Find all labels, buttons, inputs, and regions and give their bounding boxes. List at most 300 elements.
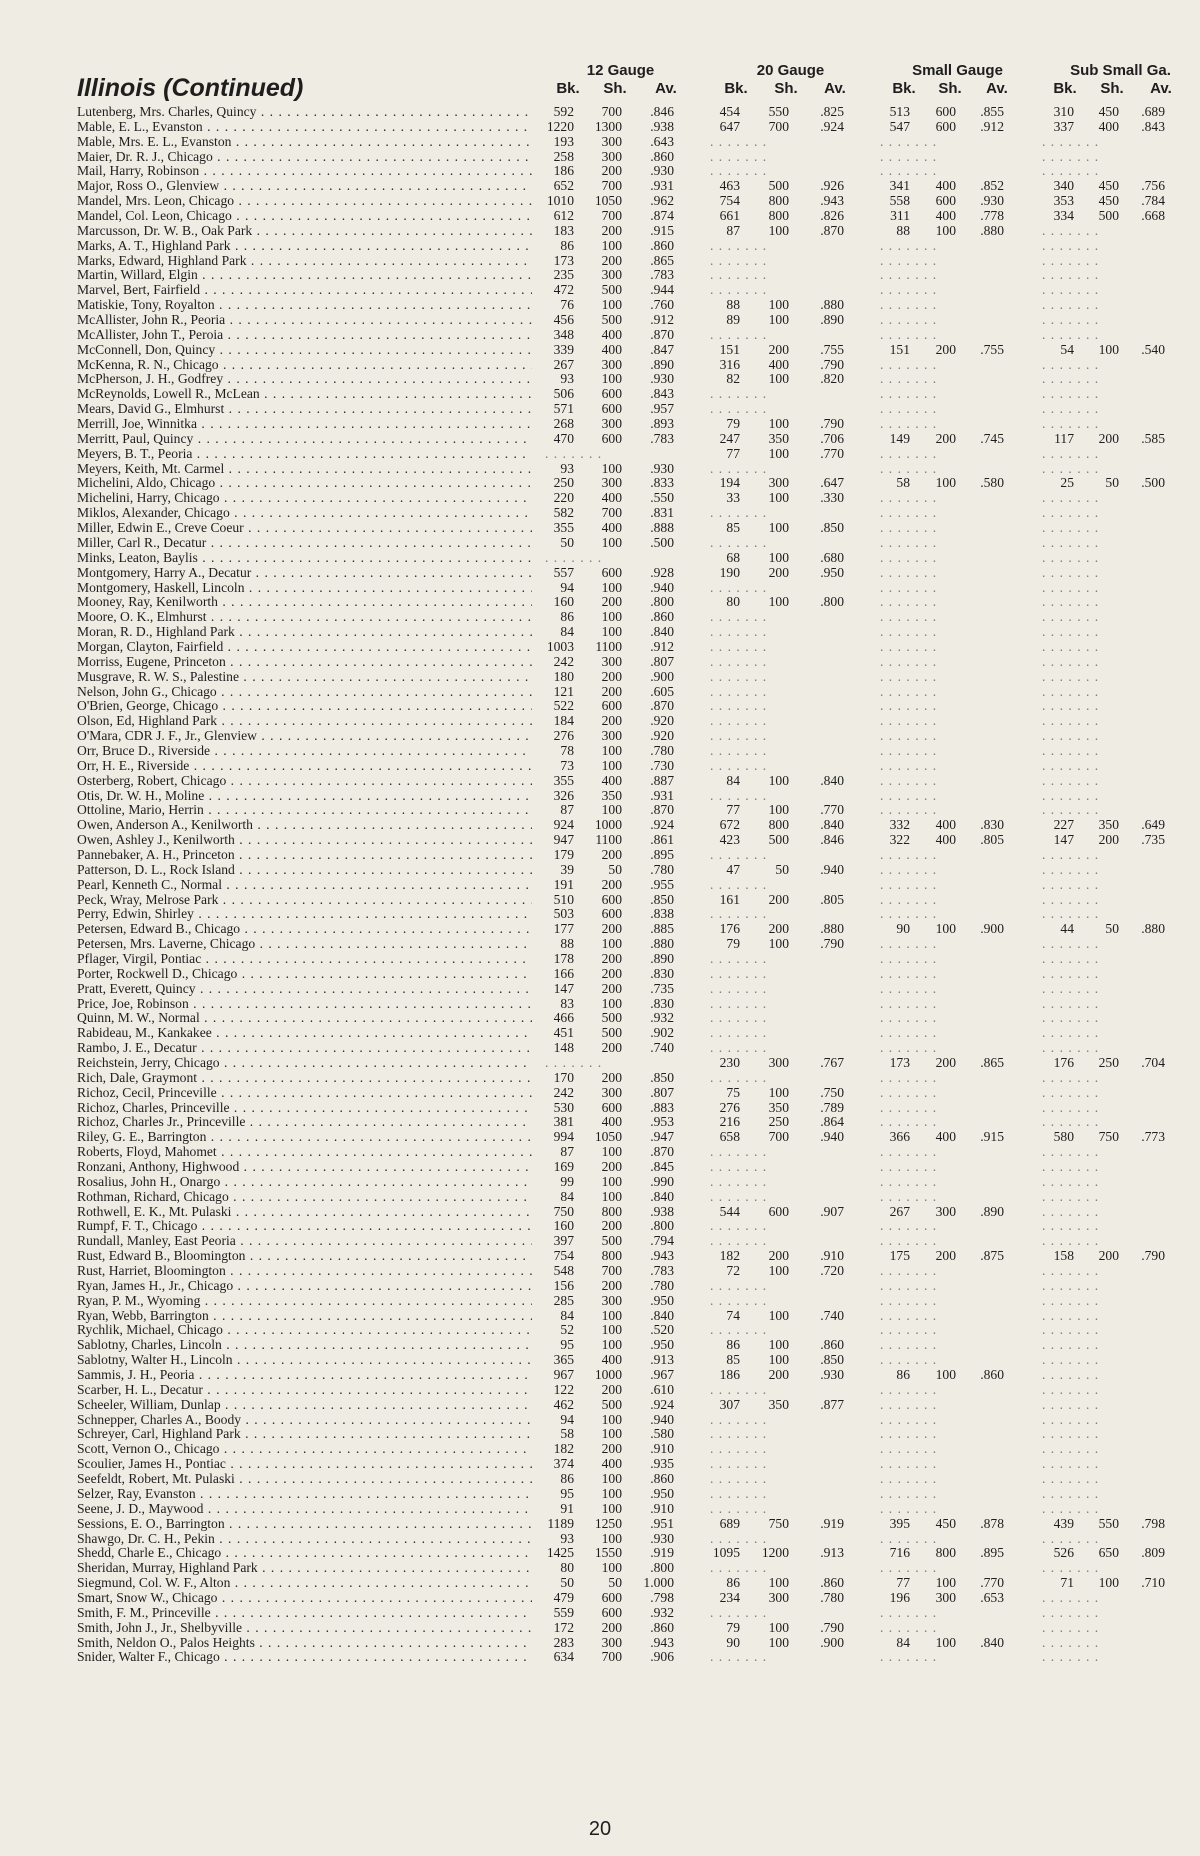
broken-value: 456 (553, 312, 574, 328)
broken-value: 1010 (546, 193, 574, 209)
sub-header-av: Av. (986, 80, 1008, 97)
broken-value: 147 (1053, 832, 1074, 848)
table-row (0, 1353, 1200, 1368)
shot-value: 300 (768, 1589, 789, 1605)
empty-cell: . . . . . . . (880, 1218, 938, 1234)
shooter-name: Mable, Mrs. E. L., Evanston . . . (77, 135, 532, 150)
empty-cell: . . . . . . . (1042, 460, 1100, 476)
empty-cell: . . . . . . . (710, 148, 768, 164)
shooter-name: Marcusson, Dr. W. B., Oak Park . . . (77, 224, 532, 239)
shot-value: 200 (601, 980, 622, 996)
shot-value: 200 (935, 341, 956, 357)
shot-value: 100 (601, 371, 622, 387)
average-value: .800 (650, 594, 674, 610)
shot-value: 500 (601, 282, 622, 298)
broken-value: 86 (726, 1575, 740, 1591)
shooter-name: Minks, Leaton, Baylis . . . (77, 551, 532, 566)
average-value: .840 (820, 772, 844, 788)
empty-cell: . . . . . . . (710, 742, 768, 758)
empty-cell: . . . . . . . (710, 1500, 768, 1516)
broken-value: 68 (726, 549, 740, 565)
empty-cell: . . . . . . . (880, 252, 938, 268)
empty-cell: . . . . . . . (880, 1649, 938, 1665)
empty-cell: . . . . . . . (710, 1471, 768, 1487)
broken-value: 93 (560, 1530, 574, 1546)
table-row (0, 1145, 1200, 1160)
shooter-name: Olson, Ed, Highland Park . . . (77, 714, 532, 729)
empty-cell: . . . . . . . (710, 713, 768, 729)
average-value: .840 (820, 817, 844, 833)
average-value: .926 (820, 178, 844, 194)
broken-value: 754 (719, 193, 740, 209)
average-value: .770 (820, 802, 844, 818)
shot-value: 400 (935, 817, 956, 833)
empty-cell: . . . . . . . (880, 802, 938, 818)
shooter-name: Quinn, M. W., Normal . . . (77, 1011, 532, 1026)
average-value: .930 (650, 371, 674, 387)
empty-cell: . . . . . . . (1042, 698, 1100, 714)
broken-value: 571 (553, 401, 574, 417)
table-row (0, 1086, 1200, 1101)
table-row (0, 358, 1200, 373)
broken-value: 117 (1054, 430, 1074, 446)
empty-cell: . . . . . . . (880, 609, 938, 625)
empty-cell: . . . . . . . (1042, 1040, 1100, 1056)
broken-value: 283 (553, 1634, 574, 1650)
broken-value: 93 (560, 460, 574, 476)
average-value: .990 (650, 1173, 674, 1189)
shooter-name: Smart, Snow W., Chicago . . . (77, 1591, 532, 1606)
empty-cell: . . . . . . . (880, 133, 938, 149)
broken-value: 276 (553, 728, 574, 744)
average-value: .845 (650, 1159, 674, 1175)
empty-cell: . . . . . . . (880, 1456, 938, 1472)
average-value: 1.000 (643, 1575, 674, 1591)
shooter-name: Miklos, Alexander, Chicago . . . (77, 506, 532, 521)
shot-value: 500 (1098, 208, 1119, 224)
empty-cell: . . . . . . . (880, 460, 938, 476)
empty-cell: . . . . . . . (880, 1322, 938, 1338)
broken-value: 439 (1053, 1515, 1074, 1531)
average-value: .710 (1141, 1575, 1165, 1591)
empty-cell: . . . . . . . (1042, 728, 1100, 744)
shooter-name: Scheeler, William, Dunlap . . . (77, 1398, 532, 1413)
average-value: .920 (650, 728, 674, 744)
shot-value: 200 (768, 1367, 789, 1383)
empty-cell: . . . . . . . (880, 1530, 938, 1546)
average-value: .830 (650, 995, 674, 1011)
empty-cell: . . . . . . . (1042, 683, 1100, 699)
empty-cell: . . . . . . . (880, 1173, 938, 1189)
broken-value: 160 (553, 1218, 574, 1234)
empty-cell: . . . . . . . (880, 326, 938, 342)
empty-cell: . . . . . . . (1042, 1069, 1100, 1085)
empty-cell: . . . . . . . (880, 965, 938, 981)
broken-value: 54 (1060, 341, 1074, 357)
shot-value: 300 (601, 475, 622, 491)
shooter-name: Rambo, J. E., Decatur . . . (77, 1041, 532, 1056)
empty-cell: . . . . . . . (1042, 653, 1100, 669)
average-value: .800 (650, 1218, 674, 1234)
broken-value: 548 (553, 1263, 574, 1279)
empty-cell: . . . . . . . (1042, 995, 1100, 1011)
broken-value: 365 (553, 1352, 574, 1368)
average-value: .861 (650, 832, 674, 848)
shot-value: 500 (601, 312, 622, 328)
empty-cell: . . . . . . . (1042, 891, 1100, 907)
average-value: .912 (650, 312, 674, 328)
empty-cell: . . . . . . . (1042, 1010, 1100, 1026)
average-value: .668 (1141, 208, 1165, 224)
broken-value: 451 (553, 1025, 574, 1041)
broken-value: 196 (889, 1589, 910, 1605)
broken-value: 121 (553, 683, 574, 699)
empty-cell: . . . . . . . (880, 445, 938, 461)
shot-value: 300 (768, 1055, 789, 1070)
average-value: .880 (650, 936, 674, 952)
average-value: .580 (650, 1426, 674, 1442)
broken-value: 395 (889, 1515, 910, 1531)
empty-cell: . . . . . . . (880, 1292, 938, 1308)
broken-value: 180 (553, 668, 574, 684)
shot-value: 200 (601, 965, 622, 981)
shooter-name: Morriss, Eugene, Princeton . . . (77, 655, 532, 670)
shooter-name: Smith, John J., Jr., Shelbyville . . . (77, 1621, 532, 1636)
shot-value: 50 (608, 1575, 622, 1591)
broken-value: 310 (1053, 104, 1074, 119)
empty-cell: . . . . . . . (880, 1619, 938, 1635)
average-value: .585 (1141, 430, 1165, 446)
broken-value: 947 (553, 832, 574, 848)
shooter-name: Mail, Harry, Robinson . . . (77, 164, 532, 179)
broken-value: 242 (553, 653, 574, 669)
shooter-name: Ryan, Webb, Barrington . . . (77, 1309, 532, 1324)
shot-value: 100 (768, 520, 789, 536)
average-value: .860 (650, 1619, 674, 1635)
empty-cell: . . . . . . . (880, 1307, 938, 1323)
average-value: .790 (1141, 1248, 1165, 1264)
shot-value: 650 (1098, 1545, 1119, 1561)
table-row (0, 506, 1200, 521)
shooter-name: Richoz, Cecil, Princeville . . . (77, 1086, 532, 1101)
table-row (0, 803, 1200, 818)
shot-value: 200 (768, 564, 789, 580)
shot-value: 100 (768, 1337, 789, 1353)
average-value: .860 (650, 237, 674, 253)
table-row (0, 982, 1200, 997)
shot-value: 100 (768, 594, 789, 610)
shot-value: 100 (601, 1426, 622, 1442)
empty-cell: . . . . . . . (880, 1233, 938, 1249)
empty-cell: . . . . . . . (710, 609, 768, 625)
broken-value: 479 (553, 1589, 574, 1605)
shooter-name: Pearl, Kenneth C., Normal . . . (77, 878, 532, 893)
empty-cell: . . . . . . . (880, 787, 938, 803)
broken-value: 454 (719, 104, 740, 119)
shot-value: 200 (935, 1248, 956, 1264)
empty-cell: . . . . . . . (710, 698, 768, 714)
shot-value: 400 (601, 1456, 622, 1472)
broken-value: 75 (726, 1084, 740, 1100)
shooter-name: McConnell, Don, Quincy . . . (77, 343, 532, 358)
empty-cell: . . . . . . . (880, 1485, 938, 1501)
broken-value: 332 (889, 817, 910, 833)
shot-value: 200 (601, 1619, 622, 1635)
empty-cell: . . . . . . . (1042, 980, 1100, 996)
broken-value: 160 (553, 594, 574, 610)
broken-value: 334 (1053, 208, 1074, 224)
shooter-name: Ryan, James H., Jr., Chicago . . . (77, 1279, 532, 1294)
empty-cell: . . . . . . . (880, 1025, 938, 1041)
sub-header-av: Av. (655, 80, 677, 97)
empty-cell: . . . . . . . (1042, 297, 1100, 313)
average-value: .846 (820, 832, 844, 848)
empty-cell: . . . . . . . (710, 252, 768, 268)
table-row (0, 1323, 1200, 1338)
empty-cell: . . . . . . . (1042, 1025, 1100, 1041)
table-row (0, 254, 1200, 269)
average-value: .951 (650, 1515, 674, 1531)
average-value: .910 (820, 1248, 844, 1264)
shot-value: 50 (608, 861, 622, 877)
empty-cell: . . . . . . . (880, 534, 938, 550)
broken-value: 530 (553, 1099, 574, 1115)
empty-cell: . . . . . . . (710, 460, 768, 476)
shot-value: 200 (601, 1069, 622, 1085)
broken-value: 258 (553, 148, 574, 164)
table-row (0, 1101, 1200, 1116)
average-value: .783 (650, 1263, 674, 1279)
broken-value: 754 (553, 1248, 574, 1264)
average-value: .800 (650, 1560, 674, 1576)
broken-value: 58 (896, 475, 910, 491)
broken-value: 967 (553, 1367, 574, 1383)
broken-value: 348 (553, 326, 574, 342)
shot-value: 300 (768, 475, 789, 491)
shot-value: 400 (935, 208, 956, 224)
broken-value: 1189 (547, 1515, 574, 1531)
shot-value: 100 (601, 1188, 622, 1204)
shooter-name: Mable, E. L., Evanston . . . (77, 120, 532, 135)
shot-value: 100 (768, 490, 789, 506)
shot-value: 100 (768, 1619, 789, 1635)
empty-cell: . . . . . . . (1042, 668, 1100, 684)
sub-header-bk: Bk. (556, 80, 580, 97)
empty-cell: . . . . . . . (880, 579, 938, 595)
shot-value: 50 (1105, 475, 1119, 491)
broken-value: 122 (553, 1381, 574, 1397)
empty-cell: . . . . . . . (880, 950, 938, 966)
empty-cell: . . . . . . . (1042, 1233, 1100, 1249)
broken-value: 173 (553, 252, 574, 268)
empty-cell: . . . . . . . (880, 297, 938, 313)
shot-value: 200 (601, 876, 622, 892)
shooter-name: Siegmund, Col. W. F., Alton . . . (77, 1576, 532, 1591)
average-value: .843 (650, 386, 674, 402)
table-row (0, 848, 1200, 863)
table-row (0, 491, 1200, 506)
average-value: .950 (650, 1485, 674, 1501)
empty-cell: . . . . . . . (880, 1277, 938, 1293)
average-value: .880 (820, 921, 844, 937)
average-value: .755 (980, 341, 1004, 357)
table-row (0, 387, 1200, 402)
table-row (0, 1338, 1200, 1353)
shot-value: 100 (768, 312, 789, 328)
average-value: .860 (820, 1575, 844, 1591)
empty-cell: . . . . . . . (710, 1040, 768, 1056)
empty-cell: . . . . . . . (1042, 282, 1100, 298)
empty-cell: . . . . . . . (710, 237, 768, 253)
shooter-name: Selzer, Ray, Evanston . . . (77, 1487, 532, 1502)
average-value: .860 (980, 1367, 1004, 1383)
broken-value: 148 (553, 1040, 574, 1056)
empty-cell: . . . . . . . (1042, 401, 1100, 417)
empty-cell: . . . . . . . (1042, 1500, 1100, 1516)
table-row (0, 893, 1200, 908)
shooter-name: O'Mara, CDR J. F., Jr., Glenview . . . (77, 729, 532, 744)
empty-cell: . . . . . . . (1042, 1263, 1100, 1279)
empty-cell: . . . . . . . (1042, 1159, 1100, 1175)
broken-value: 1095 (712, 1545, 740, 1561)
broken-value: 76 (560, 297, 574, 313)
average-value: .704 (1141, 1055, 1165, 1070)
broken-value: 58 (560, 1426, 574, 1442)
average-value: .840 (650, 1188, 674, 1204)
shot-value: 200 (1098, 430, 1119, 446)
shooter-name: Rust, Edward B., Bloomington . . . (77, 1249, 532, 1264)
empty-cell: . . . . . . . (880, 1144, 938, 1160)
group-header-20-gauge: 20 Gauge (756, 62, 825, 79)
table-row (0, 1487, 1200, 1502)
shooter-name: Seene, J. D., Maywood . . . (77, 1502, 532, 1517)
shot-value: 600 (601, 386, 622, 402)
empty-cell: . . . . . . . (710, 1381, 768, 1397)
average-value: .924 (650, 817, 674, 833)
shooter-name: Mooney, Ray, Kenilworth . . . (77, 595, 532, 610)
empty-cell: . . . . . . . (880, 668, 938, 684)
average-value: .770 (980, 1575, 1004, 1591)
empty-cell: . . . . . . . (1042, 936, 1100, 952)
shot-value: 100 (768, 936, 789, 952)
shot-value: 100 (1098, 341, 1119, 357)
broken-value: 33 (726, 490, 740, 506)
broken-value: 311 (890, 208, 910, 224)
table-row (0, 1517, 1200, 1532)
empty-cell: . . . . . . . (710, 757, 768, 773)
shooter-name: McAllister, John T., Peroia . . . (77, 328, 532, 343)
broken-value: 71 (1060, 1575, 1074, 1591)
average-value: .902 (650, 1025, 674, 1041)
broken-value: 658 (719, 1129, 740, 1145)
empty-cell: . . . . . . . (880, 1441, 938, 1457)
shooter-name: Rychlik, Michael, Chicago . . . (77, 1323, 532, 1338)
shot-value: 700 (768, 1129, 789, 1145)
shot-value: 400 (601, 341, 622, 357)
shot-value: 800 (768, 208, 789, 224)
empty-cell: . . . . . . . (710, 1025, 768, 1041)
empty-cell: . . . . . . . (880, 1396, 938, 1412)
shot-value: 550 (768, 104, 789, 119)
shot-value: 100 (768, 802, 789, 818)
average-value: .915 (650, 222, 674, 238)
average-value: .850 (650, 1069, 674, 1085)
average-value: .730 (650, 757, 674, 773)
empty-cell: . . . . . . . (1042, 802, 1100, 818)
broken-value: 463 (719, 178, 740, 194)
broken-value: 503 (553, 906, 574, 922)
table-row (0, 1383, 1200, 1398)
average-value: .760 (650, 297, 674, 313)
table-row (0, 863, 1200, 878)
broken-value: 355 (553, 520, 574, 536)
broken-value: 322 (889, 832, 910, 848)
empty-cell: . . . . . . . (710, 1218, 768, 1234)
table-row (0, 521, 1200, 536)
broken-value: 173 (889, 1055, 910, 1070)
shot-value: 750 (768, 1515, 789, 1531)
sub-header-sh: Sh. (774, 80, 798, 97)
average-value: .807 (650, 653, 674, 669)
empty-cell: . . . . . . . (1042, 505, 1100, 521)
shooter-name: Perry, Edwin, Shirley . . . (77, 907, 532, 922)
shot-value: 300 (601, 133, 622, 149)
average-value: .780 (650, 742, 674, 758)
empty-cell: . . . . . . . (880, 1500, 938, 1516)
shot-value: 200 (601, 163, 622, 179)
average-value: .826 (820, 208, 844, 224)
broken-value: 80 (560, 1560, 574, 1576)
broken-value: 79 (726, 416, 740, 432)
average-value: .780 (650, 861, 674, 877)
empty-cell: . . . . . . . (1042, 549, 1100, 565)
broken-value: 191 (553, 876, 574, 892)
shot-value: 100 (601, 1560, 622, 1576)
broken-value: 169 (553, 1159, 574, 1175)
broken-value: 179 (553, 846, 574, 862)
table-row (0, 625, 1200, 640)
shot-value: 1000 (594, 817, 622, 833)
average-value: .805 (820, 891, 844, 907)
broken-value: 522 (553, 698, 574, 714)
empty-cell: . . . . . . . (1042, 1367, 1100, 1383)
shot-value: 100 (935, 921, 956, 937)
table-row (0, 774, 1200, 789)
empty-cell: . . . . . . . (1042, 1381, 1100, 1397)
empty-cell: . . . . . . . (880, 1084, 938, 1100)
broken-value: 366 (889, 1129, 910, 1145)
shooter-name: Moore, O. K., Elmhurst . . . (77, 610, 532, 625)
table-row (0, 1502, 1200, 1517)
empty-cell: . . . . . . . (1042, 1411, 1100, 1427)
empty-cell: . . . . . . . (710, 906, 768, 922)
broken-value: 87 (560, 802, 574, 818)
shot-value: 200 (601, 846, 622, 862)
average-value: .880 (980, 222, 1004, 238)
empty-cell: . . . . . . . (880, 995, 938, 1011)
broken-value: 506 (553, 386, 574, 402)
broken-value: 526 (1053, 1545, 1074, 1561)
empty-cell: . . . . . . . (710, 1277, 768, 1293)
shot-value: 200 (768, 921, 789, 937)
shot-value: 350 (768, 430, 789, 446)
average-value: .500 (650, 534, 674, 550)
empty-cell: . . . . . . . (710, 133, 768, 149)
shot-value: 100 (601, 1500, 622, 1516)
shooter-name: Patterson, D. L., Rock Island . . . (77, 863, 532, 878)
shot-value: 200 (935, 1055, 956, 1070)
broken-value: 190 (719, 564, 740, 580)
